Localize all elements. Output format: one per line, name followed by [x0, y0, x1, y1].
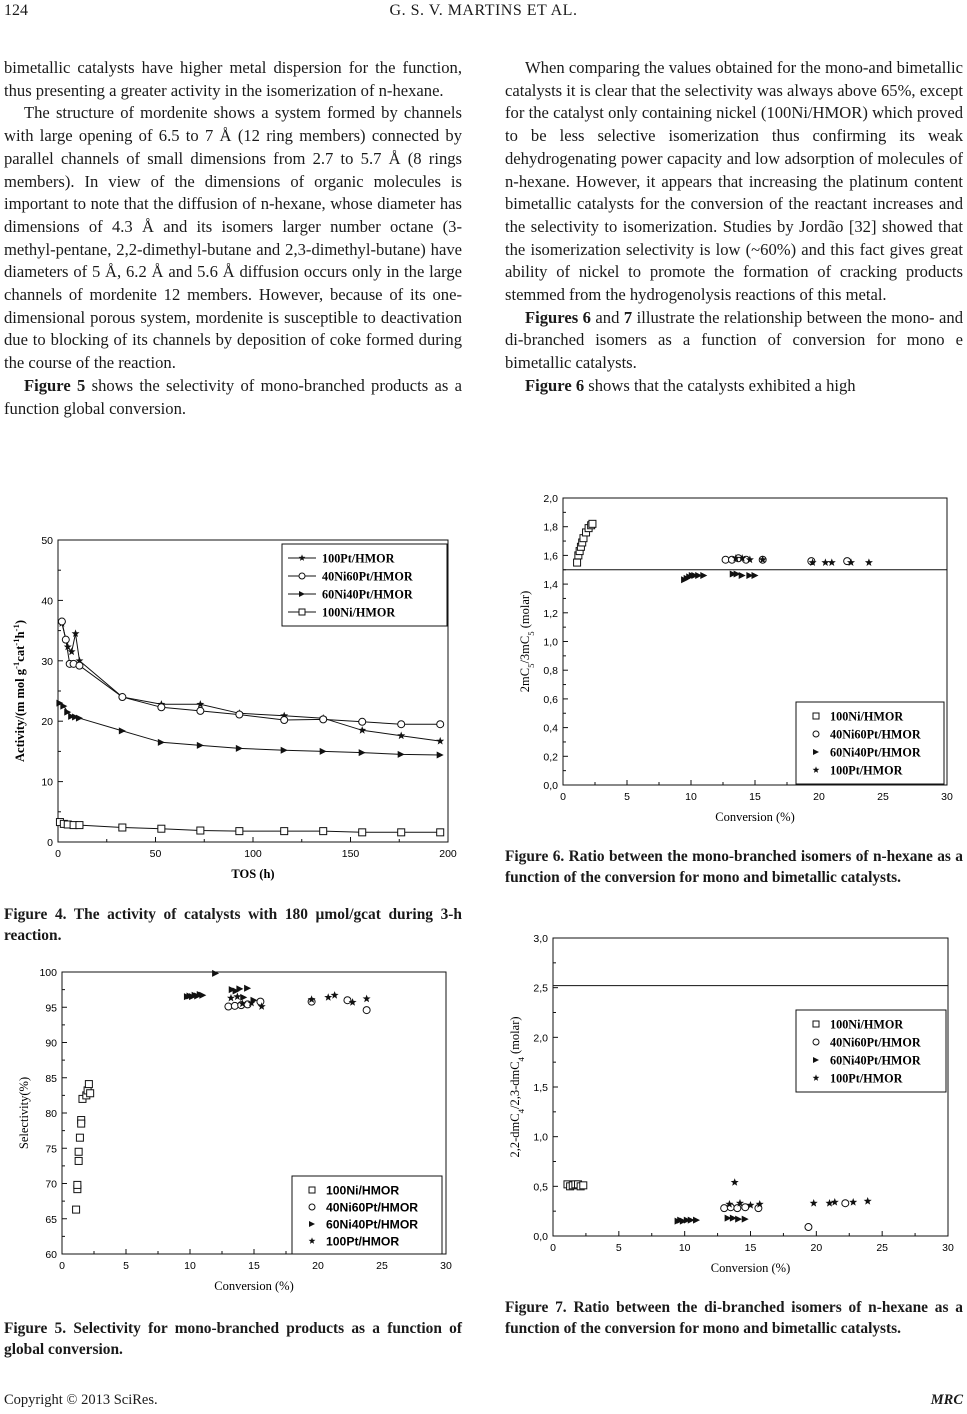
- figure-7-caption: Figure 7. Ratio between the di-branched isomers of n-hexane as a function of the conversion for mono and bimetallic catalysts.: [505, 1299, 963, 1337]
- y-axis-label-part: -1: [11, 661, 21, 669]
- legend: [796, 702, 944, 784]
- data-point-circle: [842, 1200, 849, 1207]
- data-point-square: [158, 825, 165, 832]
- data-point-triangle: [281, 747, 288, 754]
- y-axis-label-part: 5: [526, 663, 536, 668]
- data-point-star: [828, 558, 836, 566]
- y-tick-label: 0,8: [543, 665, 558, 678]
- y-tick-label: 0,2: [543, 751, 558, 764]
- y-axis-label-part: (molar): [518, 590, 532, 632]
- y-axis-label-part: /2,3-dmC: [508, 1061, 522, 1110]
- data-point-star: [324, 993, 332, 1001]
- y-tick-label: 1,4: [543, 579, 558, 592]
- data-point-circle: [813, 731, 819, 737]
- series-100ni-hmor: [564, 1181, 587, 1190]
- x-tick-label: 0: [550, 1242, 556, 1254]
- data-point-star: [810, 1199, 818, 1207]
- data-point-circle: [363, 1007, 370, 1014]
- y-axis-label: [518, 591, 536, 692]
- chart-root: [508, 933, 954, 1275]
- data-point-circle: [309, 1204, 315, 1210]
- y-tick-label: 50: [41, 535, 53, 547]
- data-point-square: [309, 1187, 315, 1193]
- x-tick-label: 20: [810, 1242, 823, 1254]
- data-point-circle: [236, 711, 243, 718]
- data-point-square: [813, 713, 819, 719]
- data-point-square: [76, 1134, 83, 1141]
- x-tick-label: 10: [184, 1260, 196, 1272]
- y-axis-label-part: 4: [516, 1109, 526, 1114]
- data-point-triangle: [236, 745, 243, 752]
- data-point-triangle: [742, 1216, 749, 1223]
- data-point-circle: [734, 1205, 741, 1212]
- legend-label: 100Pt/HMOR: [322, 551, 395, 566]
- legend-label: 60Ni40Pt/HMOR: [326, 1217, 419, 1232]
- y-axis-label-part: 4: [516, 1057, 526, 1062]
- data-point-square: [574, 559, 581, 566]
- data-point-star: [831, 1198, 839, 1206]
- copyright-footer: Copyright © 2013 SciRes.: [4, 1392, 158, 1408]
- data-point-square: [75, 1148, 82, 1155]
- y-axis-label-part: Selectivity(%): [17, 1076, 31, 1150]
- x-tick-label: 0: [59, 1260, 65, 1272]
- legend: [282, 544, 447, 626]
- y-tick-label: 1,2: [543, 607, 558, 620]
- y-tick-label: 0,5: [533, 1181, 548, 1194]
- y-tick-label: 90: [45, 1037, 57, 1050]
- y-tick-label: 100: [39, 967, 57, 979]
- x-tick-label: 30: [440, 1260, 452, 1272]
- x-tick-label: 15: [744, 1242, 757, 1254]
- data-point-triangle: [398, 751, 405, 758]
- legend-label: 100Pt/HMOR: [326, 1234, 400, 1249]
- x-tick-label: 5: [624, 791, 630, 803]
- y-tick-label: 60: [45, 1249, 57, 1261]
- x-tick-label: 10: [678, 1242, 691, 1254]
- figure-reference: Figure 5: [24, 375, 86, 395]
- series-100pt-hmor: [58, 619, 444, 744]
- x-axis-label: Conversion (%): [214, 1279, 294, 1293]
- data-point-circle: [721, 1205, 728, 1212]
- data-point-square: [299, 609, 305, 615]
- legend-label: 40Ni60Pt/HMOR: [830, 727, 921, 742]
- y-tick-label: 1,5: [533, 1082, 548, 1094]
- data-point-circle: [320, 716, 327, 723]
- x-axis-label: Conversion (%): [715, 810, 795, 824]
- y-tick-label: 65: [45, 1213, 57, 1226]
- running-title: G. S. V. MARTINS ET AL.: [389, 2, 578, 19]
- paragraph: bimetallic catalysts have higher metal dispersion for the function, thus presenting a greater activity in the isomerization of n-hexane.: [4, 58, 462, 100]
- data-point-triangle: [236, 985, 243, 992]
- data-point-star: [397, 732, 405, 740]
- x-tick-label: 150: [341, 848, 360, 860]
- data-point-triangle: [693, 1217, 700, 1224]
- data-point-triangle: [735, 1216, 742, 1223]
- x-tick-label: 15: [749, 791, 761, 803]
- x-tick-label: 30: [942, 1242, 954, 1254]
- data-point-triangle: [76, 715, 83, 722]
- y-tick-label: 0,4: [543, 722, 558, 735]
- y-tick-label: 40: [41, 595, 53, 608]
- data-point-square: [119, 824, 126, 831]
- data-point-star: [233, 993, 241, 1001]
- data-point-triangle: [158, 739, 165, 746]
- x-tick-label: 25: [876, 1242, 889, 1254]
- y-tick-label: 0,6: [543, 693, 558, 706]
- x-tick-label: 0: [560, 791, 566, 803]
- data-point-square: [76, 822, 83, 829]
- y-tick-label: 3,0: [533, 933, 548, 945]
- series-60ni40pt-hmor: [675, 1215, 749, 1225]
- legend-label: 100Ni/HMOR: [322, 605, 396, 620]
- series-line: [60, 703, 440, 755]
- data-point-circle: [62, 636, 69, 643]
- data-point-square: [75, 1157, 82, 1164]
- y-tick-label: 70: [45, 1178, 57, 1191]
- data-point-square: [813, 1021, 819, 1027]
- x-axis-label: TOS (h): [231, 867, 275, 881]
- figure-7: [500, 928, 967, 1288]
- x-tick-label: 5: [615, 1242, 622, 1254]
- data-point-square: [87, 1090, 94, 1097]
- data-point-square: [580, 1182, 587, 1189]
- data-point-circle: [257, 998, 264, 1005]
- figure-4-caption: Figure 4. The activity of catalysts with 180 µmol/gcat during 3-h reaction.: [4, 906, 462, 944]
- y-axis-label: [508, 1016, 526, 1157]
- data-point-triangle: [197, 742, 204, 749]
- data-point-square: [437, 829, 444, 836]
- y-axis-label-part: 2,2-dmC: [508, 1113, 522, 1158]
- series-60ni40pt-hmor: [184, 970, 258, 1004]
- series-40ni60pt-hmor: [225, 997, 370, 1014]
- data-point-square: [398, 829, 405, 836]
- paragraph: The structure of mordenite shows a system formed by channels with large opening of 6.5 to 7 Å (12 ring members) connected by parallel channels of small dimensions from 2.7 to 5.7 Å (8 rings members). In view of the dimensions of organic molecules is important to note that the diffusion of n-hexane, whose diameter has dimensions of 4.3 Å and its isomers larger number octane (3-methyl-pentane, 2,2-dimethyl-butane and 2,3-dimethyl-butane) have diameters of 5 Å, 6.2 Å and 5.6 Å diffusion occurs only in the large channels of mordenite 12 members. However, because of its one-dimensional porous system, mordenite is susceptible to deactivation due to blocking of its channels by deposition of coke formed during the course of the reaction.: [4, 103, 462, 373]
- x-axis-label: Conversion (%): [710, 1261, 791, 1275]
- data-point-triangle: [437, 752, 444, 759]
- data-point-star: [865, 558, 873, 566]
- data-point-star: [436, 737, 444, 745]
- legend-label: 40Ni60Pt/HMOR: [830, 1035, 921, 1050]
- series-100ni-hmor: [56, 819, 443, 836]
- data-point-triangle: [240, 994, 247, 1001]
- legend-label: 100Pt/HMOR: [830, 1071, 903, 1086]
- y-axis-label-part: -1: [11, 638, 21, 646]
- x-tick-label: 20: [813, 791, 825, 803]
- paragraph: When comparing the values obtained for the mono-and bimetallic catalysts it is clear that the selectivity was always above 65%, except for the catalyst only containing nickel (100Ni/HMOR) which proved to be less selective isomerization thus confirming its weak dehydrogenating power capacity and low adsorption of molecules of n-hexane. However, it appears that increasing the platinum content bimetallic catalysts for the conversion of the reactant increases and the selectivity to isomerization. Studies by Jordão [32] showed that the isomerization selectivity is low (~60%) and this fact gives great ability of nickel to promote the formation of cracking products stemmed from the hydrogenolysis reactions of this metal.: [505, 58, 964, 305]
- data-point-triangle: [119, 727, 126, 734]
- legend-label: 100Ni/HMOR: [326, 1183, 400, 1198]
- y-tick-label: 2,0: [543, 493, 558, 505]
- y-tick-label: 1,0: [533, 1131, 548, 1144]
- figure-6: [500, 488, 967, 833]
- data-point-square: [78, 1120, 85, 1127]
- x-tick-label: 25: [376, 1260, 388, 1272]
- data-point-circle: [58, 618, 65, 625]
- y-tick-label: 0,0: [543, 780, 558, 792]
- data-point-circle: [225, 1003, 232, 1010]
- y-tick-label: 85: [45, 1072, 57, 1085]
- data-point-square: [281, 828, 288, 835]
- x-tick-label: 200: [439, 848, 457, 860]
- y-axis-label-part: /3mC: [518, 635, 532, 664]
- legend-label: 100Pt/HMOR: [830, 763, 903, 778]
- data-point-star: [358, 726, 366, 734]
- chart-root: [518, 493, 953, 824]
- y-tick-label: 1,0: [543, 636, 558, 649]
- figure-5-caption: Figure 5. Selectivity for mono-branched products as a function of global conversion.: [4, 1320, 462, 1358]
- data-point-triangle: [199, 992, 206, 999]
- data-point-square: [73, 1206, 80, 1213]
- data-point-triangle: [60, 703, 67, 710]
- data-point-circle: [437, 721, 444, 728]
- data-point-circle: [231, 1002, 238, 1009]
- data-point-triangle: [700, 572, 707, 579]
- series-40ni60pt-hmor: [58, 618, 443, 728]
- data-point-star: [826, 1199, 834, 1207]
- legend-label: 100Ni/HMOR: [830, 709, 904, 724]
- y-axis-label: [11, 620, 27, 762]
- series-100pt-hmor: [732, 554, 873, 566]
- data-point-circle: [76, 662, 83, 669]
- data-point-circle: [813, 1039, 819, 1045]
- data-point-square: [589, 520, 596, 527]
- data-point-triangle: [739, 572, 746, 579]
- page-number: 124: [4, 2, 28, 19]
- data-point-star: [731, 1178, 739, 1186]
- data-point-square: [74, 1181, 81, 1188]
- x-tick-label: 50: [149, 848, 162, 860]
- legend-label: 40Ni60Pt/HMOR: [326, 1200, 419, 1215]
- y-tick-label: 0,0: [533, 1231, 548, 1243]
- data-point-star: [864, 1197, 872, 1205]
- legend: [292, 1176, 442, 1254]
- y-tick-label: 20: [41, 716, 53, 729]
- legend-label: 60Ni40Pt/HMOR: [830, 745, 921, 760]
- y-axis-label-part: 5: [526, 631, 536, 636]
- data-point-circle: [359, 718, 366, 725]
- data-point-circle: [398, 721, 405, 728]
- data-point-star: [363, 995, 371, 1003]
- paragraph: Figures 6 and 7 illustrate the relationship between the mono- and di-branched isomers as a function of conversion for mono e bimetallic catalysts.: [505, 307, 963, 373]
- figure-reference: Figures 6: [525, 307, 591, 327]
- paragraph: Figure 6 shows that the catalysts exhibited a high: [525, 375, 856, 395]
- y-tick-label: 10: [41, 776, 53, 789]
- data-point-triangle: [320, 748, 327, 755]
- data-point-triangle: [752, 572, 759, 579]
- x-tick-label: 25: [877, 791, 889, 803]
- data-point-circle: [197, 707, 204, 714]
- y-axis-label-part: 2mC: [518, 667, 532, 693]
- y-tick-label: 2,0: [533, 1032, 548, 1045]
- paragraph: Figure 5 shows the selectivity of mono-branched products as a function global conversion.: [4, 375, 462, 418]
- data-point-star: [849, 1198, 857, 1206]
- data-point-triangle: [359, 749, 366, 756]
- y-tick-label: 1,8: [543, 521, 558, 534]
- data-point-square: [359, 829, 366, 836]
- y-tick-label: 1,6: [543, 550, 558, 563]
- data-point-square: [320, 828, 327, 835]
- x-tick-label: 0: [55, 848, 61, 860]
- data-point-square: [197, 827, 204, 834]
- y-axis-label-part: cat: [13, 645, 27, 662]
- x-tick-label: 5: [123, 1260, 129, 1272]
- series-line: [62, 622, 440, 725]
- y-axis-label-part: -1: [11, 624, 21, 632]
- data-point-square: [85, 1081, 92, 1088]
- data-point-circle: [281, 716, 288, 723]
- figure-reference: 7: [623, 307, 633, 327]
- x-tick-label: 10: [685, 791, 697, 803]
- y-axis-label-part: (molar): [508, 1016, 522, 1058]
- chart-root: [11, 535, 457, 881]
- series-100ni-hmor: [574, 520, 596, 566]
- data-point-star: [821, 558, 829, 566]
- data-point-triangle: [212, 970, 219, 977]
- x-tick-label: 100: [244, 848, 262, 860]
- data-point-circle: [805, 1224, 812, 1231]
- journal-abbrev: MRC: [930, 1392, 963, 1408]
- series-line: [60, 822, 440, 832]
- data-point-star: [227, 994, 235, 1002]
- figure-5: [0, 962, 470, 1312]
- page-header: [0, 0, 967, 30]
- series-60ni40pt-hmor: [681, 571, 758, 584]
- data-point-circle: [158, 704, 165, 711]
- series-60ni40pt-hmor: [56, 700, 443, 759]
- data-point-square: [236, 828, 243, 835]
- y-tick-label: 75: [45, 1143, 57, 1156]
- data-point-star: [196, 700, 204, 708]
- figure-reference: Figure 6: [525, 375, 585, 395]
- series-100pt-hmor: [725, 1178, 871, 1208]
- data-point-triangle: [244, 985, 251, 992]
- chart-root: [17, 967, 452, 1293]
- y-axis-label-part: Activity/(m mol g: [13, 668, 27, 763]
- legend-label: 100Ni/HMOR: [830, 1017, 904, 1032]
- legend: [796, 1010, 946, 1092]
- y-tick-label: 80: [45, 1108, 57, 1120]
- data-point-star: [331, 991, 339, 999]
- y-tick-label: 95: [45, 1002, 57, 1015]
- legend-label: 40Ni60Pt/HMOR: [322, 569, 413, 584]
- data-point-circle: [344, 997, 351, 1004]
- legend-label: 60Ni40Pt/HMOR: [830, 1053, 921, 1068]
- x-tick-label: 15: [248, 1260, 260, 1272]
- legend-label: 60Ni40Pt/HMOR: [322, 587, 413, 602]
- data-point-circle: [119, 694, 126, 701]
- y-tick-label: 30: [41, 655, 53, 668]
- data-point-circle: [299, 573, 305, 579]
- y-axis-label: [17, 1077, 31, 1149]
- right-column: [505, 57, 963, 398]
- figure-6-caption: Figure 6. Ratio between the mono-branched isomers of n-hexane as a function of the conversion for mono and bimetallic catalysts.: [505, 848, 963, 886]
- x-tick-label: 30: [941, 791, 953, 803]
- y-axis-label-part: h: [13, 631, 27, 639]
- series-100ni-hmor: [73, 1081, 94, 1213]
- y-tick-label: 2,5: [533, 982, 548, 995]
- y-tick-label: 0: [47, 837, 53, 849]
- y-axis-label-part: ): [13, 619, 27, 625]
- left-column: [4, 57, 462, 420]
- figure-4: [0, 530, 470, 900]
- x-tick-label: 20: [312, 1260, 324, 1272]
